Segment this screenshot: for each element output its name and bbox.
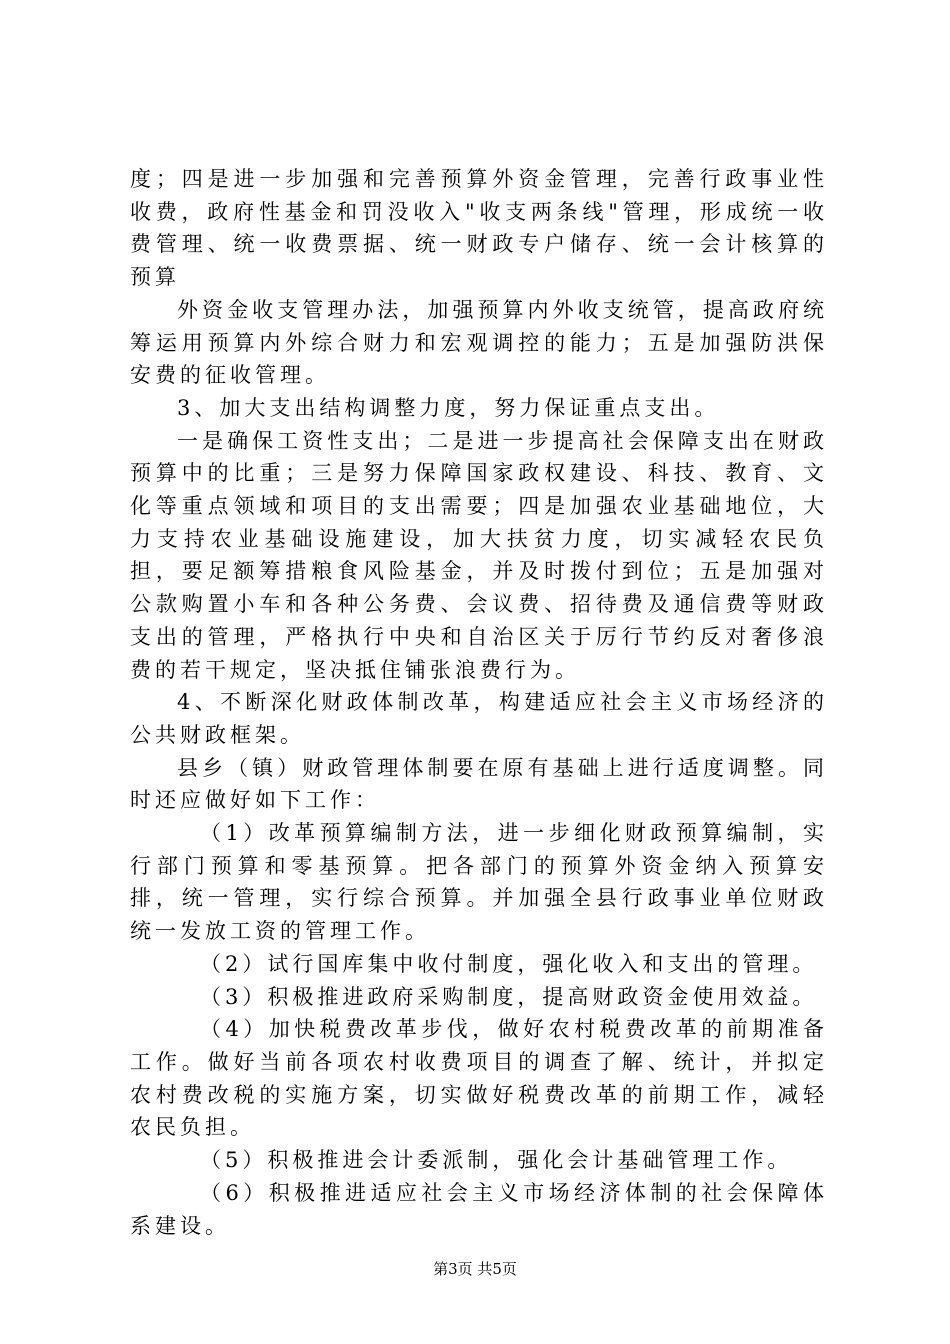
list-item-budget-method: （1）改革预算编制方法，进一步细化财政预算编制，实行部门预算和零基预算。把各部门的预算外资金纳入预算安排，统一管理，实行综合预算。并加强全县行政事业单位财政统一发放工资的管理工作。 (130, 821, 828, 944)
list-item-treasury: （2）试行国库集中收付制度，强化收入和支出的管理。 (200, 951, 818, 976)
paragraph-funds-management: 外资金收支管理办法，加强预算内外收支统管，提高政府统筹运用预算内外综合财力和宏观调控的能力；五是加强防洪保安费的征收管理。 (130, 297, 828, 388)
heading-fiscal-reform: 4、不断深化财政体制改革，构建适应社会主义市场经济的公共财政框架。 (130, 690, 828, 747)
page-footer: 第3页 共5页 (433, 1260, 517, 1278)
list-item-social-security: （6）积极推进适应社会主义市场经济体制的社会保障体系建设。 (130, 1180, 828, 1238)
paragraph-continuation: 度；四是进一步加强和完善预算外资金管理，完善行政事业性收费，政府性基金和罚没收入"收支两条线"管理，形成统一收费管理、统一收费票据、统一财政专户储存、统一会计核算的预算 (130, 167, 828, 290)
list-item-accounting: （5）积极推进会计委派制，强化会计基础管理工作。 (200, 1148, 793, 1173)
list-item-tax-reform: （4）加快税费改革步伐，做好农村税费改革的前期准备工作。做好当前各项农村收费项目的调查了解、统计，并拟定农村费改税的实施方案，切实做好税费改革的前期工作，减轻农民负担。 (130, 1017, 828, 1140)
document-body (130, 163, 828, 1242)
paragraph-expenditure-details: 一是确保工资性支出；二是进一步提高社会保障支出在财政预算中的比重；三是努力保障国家政权建设、科技、教育、文化等重点领域和项目的支出需要；四是加强农业基础地位，大力支持农业基础设施建设，加大扶贫力度，切实减轻农民负担，要足额筹措粮食风险基金，并及时拨付到位；五是加强对公款购置小车和各种公务费、会议费、招待费及通信费等财政支出的管理，严格执行中央和自治区关于厉行节约反对奢侈浪费的若干规定，坚决抵住铺张浪费行为。 (130, 428, 828, 682)
heading-expenditure-adjustment: 3、加大支出结构调整力度，努力保证重点支出。 (177, 395, 720, 420)
paragraph-county-system: 县乡（镇）财政管理体制要在原有基础上进行适度调整。同时还应做好如下工作： (130, 755, 828, 813)
list-item-procurement: （3）积极推进政府采购制度，提高财政资金使用效益。 (200, 984, 818, 1009)
